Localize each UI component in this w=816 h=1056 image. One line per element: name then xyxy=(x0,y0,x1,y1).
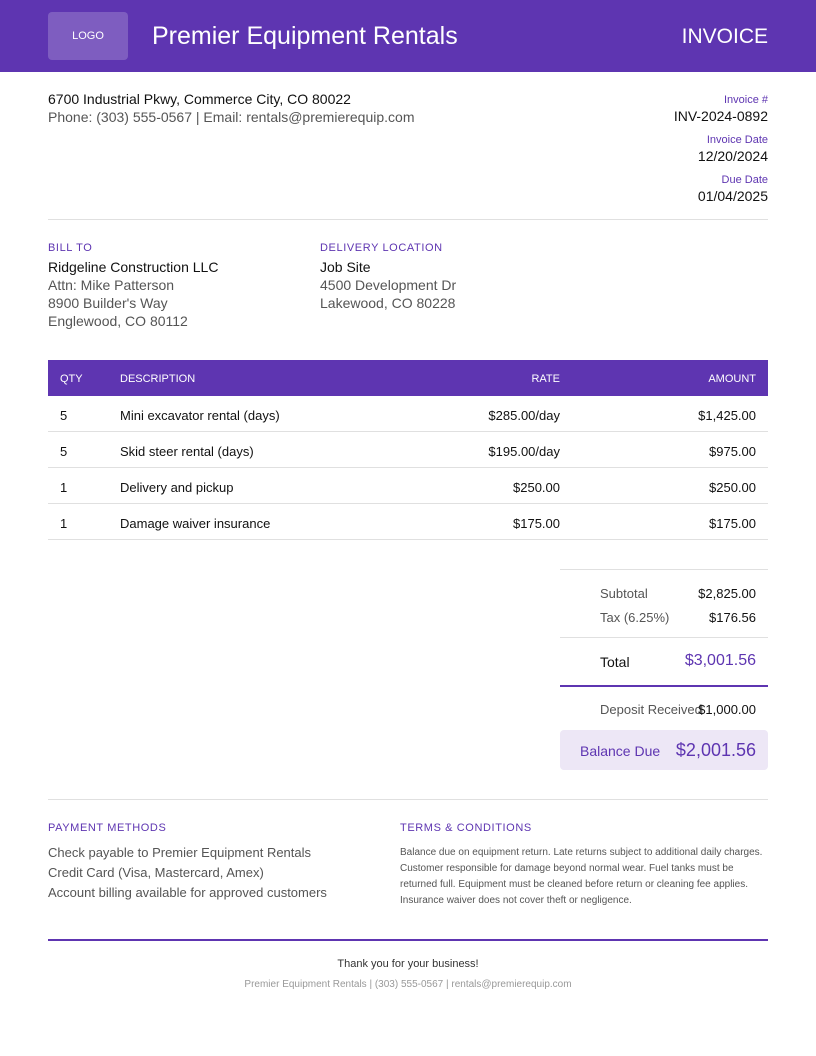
totals-top-divider xyxy=(560,569,768,570)
table-row xyxy=(48,396,768,432)
document-type-title: INVOICE xyxy=(681,25,768,48)
balance-due-box xyxy=(560,730,768,770)
bill-to-block xyxy=(48,258,218,330)
payment-methods-list xyxy=(48,843,327,903)
delivery-name: Job Site xyxy=(320,259,371,275)
row-qty: 1 xyxy=(60,516,68,531)
invoice-header xyxy=(0,0,816,72)
table-header xyxy=(48,360,768,396)
delivery-city: Lakewood, CO 80228 xyxy=(320,295,456,311)
table-row xyxy=(48,468,768,504)
deposit-value: $1,000.00 xyxy=(698,702,756,717)
invoice-number: INV-2024-0892 xyxy=(673,108,768,124)
footer-top-divider xyxy=(48,799,768,800)
row-rate: $195.00/day xyxy=(488,444,560,459)
bill-to-label: BILL TO xyxy=(48,242,93,254)
row-qty: 5 xyxy=(60,408,68,423)
balance-due-value: $2,001.56 xyxy=(675,740,756,760)
line-items-table xyxy=(48,360,768,540)
row-amount: $175.00 xyxy=(709,516,756,531)
deposit-label: Deposit Received xyxy=(600,702,702,717)
terms-text: Balance due on equipment return. Late returns subject to additional daily charges. Customer responsible for damage beyond normal wear. Fuel tanks must be returned full. Equipment must be cleaned before return or cleaning fee applies. Insurance waiver does not cover theft or negligence. xyxy=(400,847,763,906)
terms-label: TERMS & CONDITIONS xyxy=(400,822,532,834)
footer-contact: Premier Equipment Rentals | (303) 555-0567 | rentals@premierequip.com xyxy=(244,979,572,990)
row-qty: 5 xyxy=(60,444,68,459)
row-amount: $1,425.00 xyxy=(698,408,756,423)
row-description: Skid steer rental (days) xyxy=(120,444,254,459)
row-amount: $250.00 xyxy=(709,480,756,495)
subtotal-label: Subtotal xyxy=(600,586,648,601)
table-row xyxy=(48,504,768,540)
tax-value: $176.56 xyxy=(709,610,756,625)
header-amount: AMOUNT xyxy=(708,373,756,385)
payment-methods-label: PAYMENT METHODS xyxy=(48,822,167,834)
row-description: Damage waiver insurance xyxy=(120,516,271,531)
due-date: 01/04/2025 xyxy=(697,188,768,204)
tax-label: Tax (6.25%) xyxy=(600,610,670,625)
invoice-date-label: Invoice Date xyxy=(706,134,768,146)
company-name: Premier Equipment Rentals xyxy=(152,22,458,50)
bill-to-attn: Attn: Mike Patterson xyxy=(48,277,175,293)
bill-to-street: 8900 Builder's Way xyxy=(48,295,168,311)
company-logo: LOGO xyxy=(48,12,128,60)
delivery-block xyxy=(320,258,456,312)
due-date-block xyxy=(698,174,768,205)
total-accent-divider xyxy=(560,685,768,687)
totals-mid-divider xyxy=(560,637,768,638)
header-qty: QTY xyxy=(60,373,83,385)
invoice-number-label: Invoice # xyxy=(723,94,768,106)
balance-due-label: Balance Due xyxy=(580,743,661,759)
row-description: Delivery and pickup xyxy=(120,480,234,495)
bill-to-city: Englewood, CO 80112 xyxy=(48,313,188,329)
header-divider xyxy=(48,219,768,220)
header-rate: RATE xyxy=(531,373,560,385)
invoice-number-block xyxy=(674,94,768,125)
subtotal-value: $2,825.00 xyxy=(698,586,756,601)
delivery-location-label: DELIVERY LOCATION xyxy=(320,242,443,254)
row-rate: $175.00 xyxy=(513,516,560,531)
bill-to-name: Ridgeline Construction LLC xyxy=(48,259,219,275)
row-description: Mini excavator rental (days) xyxy=(120,408,280,423)
invoice-date: 12/20/2024 xyxy=(697,148,768,164)
delivery-street: 4500 Development Dr xyxy=(320,277,457,293)
thank-you-message: Thank you for your business! xyxy=(337,958,479,970)
row-qty: 1 xyxy=(60,480,68,495)
payment-method-item: Account billing available for approved customers xyxy=(48,885,327,900)
footer-accent-line xyxy=(48,939,768,941)
table-row xyxy=(48,432,768,468)
company-address: 6700 Industrial Pkwy, Commerce City, CO 80022 xyxy=(48,91,351,107)
header-description: DESCRIPTION xyxy=(120,373,196,385)
due-date-label: Due Date xyxy=(721,174,768,186)
row-rate: $285.00/day xyxy=(488,408,560,423)
invoice-date-block xyxy=(698,134,768,165)
payment-method-item: Check payable to Premier Equipment Rentals xyxy=(48,845,312,860)
payment-method-item: Credit Card (Visa, Mastercard, Amex) xyxy=(48,865,264,880)
total-label: Total xyxy=(600,654,630,670)
total-value: $3,001.56 xyxy=(684,652,756,669)
row-rate: $250.00 xyxy=(513,480,560,495)
row-amount: $975.00 xyxy=(709,444,756,459)
company-contact: Phone: (303) 555-0567 | Email: rentals@premierequip.com xyxy=(48,109,415,125)
